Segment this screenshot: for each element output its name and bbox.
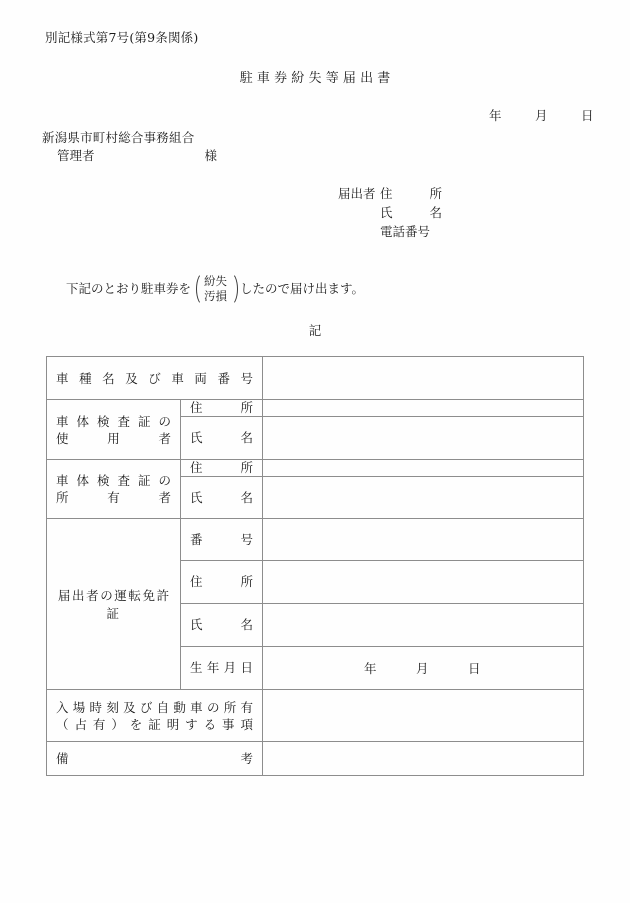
option-lost[interactable]: 紛失 — [204, 274, 228, 288]
addressee-honorific: 様 — [204, 148, 218, 163]
submitter-address-row — [338, 184, 442, 203]
value-text — [272, 490, 574, 506]
value-cell-user-name[interactable] — [263, 417, 584, 460]
value-text — [272, 370, 574, 386]
form-code: 別記様式第7号(第9条関係) — [45, 30, 199, 45]
label-text: 車種名及び車両番号 — [56, 370, 254, 386]
value-text — [272, 617, 574, 633]
birth-month-label: 月 — [416, 661, 429, 676]
label-text-line1: 入場時刻及び自動車の所有 — [56, 699, 254, 715]
option-brace-group — [194, 272, 237, 306]
label-text-line2: 所有者 — [56, 490, 171, 505]
row-label-drivers-license — [47, 519, 181, 690]
row-label-remarks — [47, 742, 263, 776]
addressee-organization: 新潟県市町村総合事務組合 — [42, 130, 195, 145]
value-cell-owner-name[interactable] — [263, 477, 584, 519]
value-cell-license-name[interactable] — [263, 604, 584, 647]
label-text: 備考 — [56, 751, 254, 766]
row-label-vehicle-type — [47, 357, 263, 400]
submitter-lead-label: 届出者 — [338, 186, 376, 201]
submitter-address-label: 住所 — [380, 186, 442, 201]
label-text-line1: 車体検査証の — [56, 473, 171, 488]
value-text — [272, 751, 574, 767]
date-year-label: 年 — [489, 108, 502, 123]
page-title: 駐車券紛失等届出書 — [239, 71, 395, 86]
birthdate-placeholder — [272, 659, 574, 677]
table-row — [47, 460, 584, 477]
birth-year-label: 年 — [364, 661, 377, 676]
sub-label-owner-address — [181, 460, 263, 477]
value-text — [272, 574, 574, 590]
sub-label-text: 氏名 — [190, 489, 254, 505]
table-row — [47, 357, 584, 400]
table-row — [47, 690, 584, 742]
addressee-role-line — [57, 146, 217, 164]
label-text-line2: （占有）を証明する事項 — [56, 716, 254, 732]
sub-label-birthdate — [181, 647, 263, 690]
date-line — [0, 106, 630, 124]
sub-label-text: 住所 — [190, 574, 254, 589]
date-month-label: 月 — [535, 108, 548, 123]
statement-prefix: 下記のとおり駐車券を — [66, 280, 192, 296]
statement-line — [66, 272, 364, 306]
sub-label-text: 氏名 — [190, 430, 254, 445]
label-text-line1: 車体検査証の — [56, 413, 171, 429]
row-label-inspection-owner — [47, 460, 181, 519]
ki-mark: 記 — [308, 323, 322, 338]
sub-label-text: 生年月日 — [190, 660, 254, 675]
value-cell-license-address[interactable] — [263, 561, 584, 604]
submitter-name-label: 氏名 — [380, 205, 442, 220]
sub-label-text: 番号 — [190, 531, 254, 547]
value-cell-birthdate[interactable] — [263, 647, 584, 690]
value-text — [272, 400, 574, 416]
value-text — [272, 708, 574, 724]
statement-suffix: したので届け出ます。 — [240, 280, 365, 296]
submitter-phone-label: 電話番号 — [380, 224, 431, 239]
value-text — [272, 430, 574, 446]
value-cell-entry-proof[interactable] — [263, 690, 584, 742]
value-text — [272, 532, 574, 548]
value-cell-vehicle-type[interactable] — [263, 357, 584, 400]
value-cell-remarks[interactable] — [263, 742, 584, 776]
table-row — [47, 519, 584, 561]
sub-label-license-address — [181, 561, 263, 604]
row-label-inspection-user — [47, 400, 181, 460]
date-day-label: 日 — [581, 108, 594, 123]
submitter-name-row — [338, 203, 442, 222]
sub-label-license-name — [181, 604, 263, 647]
sub-label-license-number — [181, 519, 263, 561]
sub-label-owner-name — [181, 477, 263, 519]
sub-label-text: 氏名 — [190, 617, 254, 632]
value-cell-user-address[interactable] — [263, 400, 584, 417]
sub-label-user-address — [181, 400, 263, 417]
addressee-role: 管理者 — [57, 148, 95, 163]
option-damaged[interactable]: 汚損 — [204, 289, 228, 303]
sub-label-user-name — [181, 417, 263, 460]
form-table — [46, 356, 584, 776]
label-text: 届出者の運転免許証 — [57, 588, 171, 621]
value-cell-license-number[interactable] — [263, 519, 584, 561]
table-row — [47, 400, 584, 417]
submitter-block — [338, 184, 442, 241]
value-cell-owner-address[interactable] — [263, 460, 584, 477]
row-label-entry-proof — [47, 690, 263, 742]
brace-left-icon — [194, 272, 203, 306]
label-text-line2: 使用者 — [56, 430, 171, 446]
sub-label-text: 住所 — [190, 400, 254, 415]
submitter-phone-row — [338, 222, 442, 241]
sub-label-text: 住所 — [190, 460, 254, 475]
table-row — [47, 742, 584, 776]
value-text — [272, 460, 574, 476]
birth-day-label: 日 — [468, 661, 481, 676]
brace-right-icon — [228, 272, 237, 306]
